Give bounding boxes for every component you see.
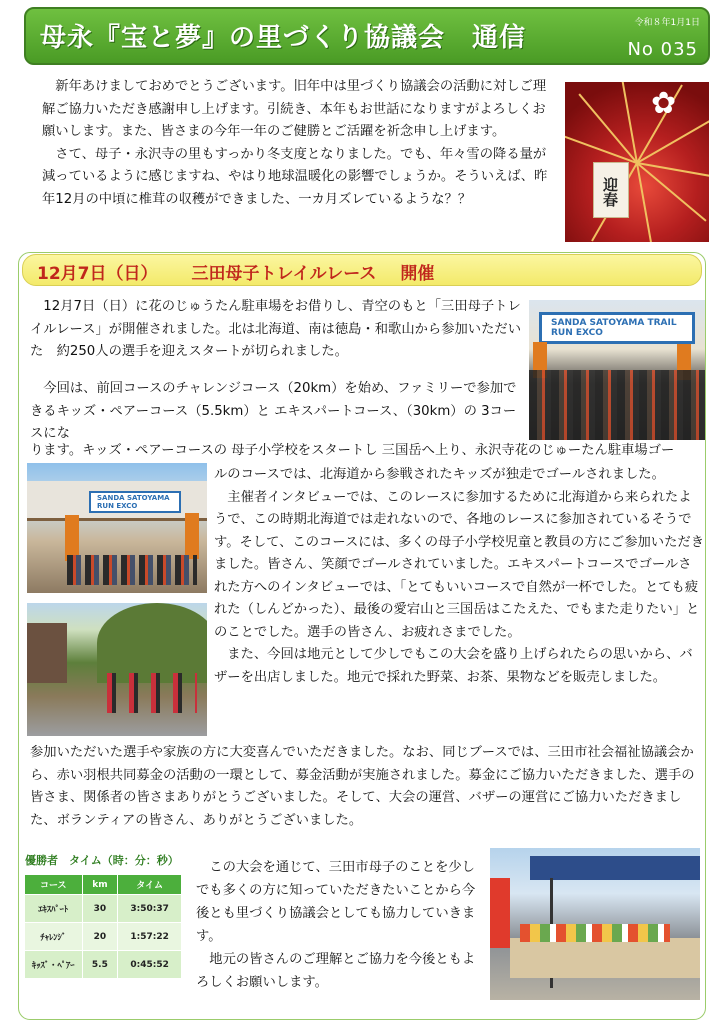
goal-area-photo (27, 463, 207, 593)
course-name: ﾁｬﾚﾝｼﾞ (25, 923, 83, 951)
winners-caption: 優勝者 タイム（時：分：秒） (25, 854, 179, 867)
body-paragraph-6: 地元の皆さんのご理解とご協力を今後ともよろしくお願いします。 (196, 952, 476, 990)
body-block-2b (30, 440, 706, 463)
body-block-4 (30, 742, 706, 832)
new-year-tag: 迎春 (593, 162, 629, 218)
winners-table (24, 874, 182, 979)
course-km: 20 (82, 923, 118, 951)
course-km: 5.5 (82, 951, 118, 979)
table-row (25, 923, 182, 951)
body-block-2 (30, 378, 524, 438)
winner-time: 0:45:52 (118, 951, 182, 979)
course-name: ｷｯｽﾞ・ﾍﾟｱｰ (25, 951, 83, 979)
winner-time: 1:57:22 (118, 923, 182, 951)
newsletter-title: 母永『宝と夢』の里づくり協議会 通信 (40, 23, 527, 53)
body-paragraph-4b: 参加いただいた選手や家族の方に大変喜んでいただきました。なお、同じブースでは、三田市社会福祉協議会から、赤い羽根共同募金の活動の一環として、募金活動が実施されました。募金にご協力いただきました、選手の皆さま、関係者の皆さまありがとうございました。そして、大会の運営、バザーの運営にご協力いただきました、ボランティアの皆さん、ありがとうございました。 (30, 745, 695, 828)
body-paragraph-5: この大会を通じて、三田市母子のことを少しでも多くの方に知っていただきたいことから今後とも里づくり協議会としても協力していきます。 (196, 860, 476, 944)
winners-header-row (25, 875, 182, 895)
bazaar-booth-photo (490, 848, 700, 1000)
body-paragraph-2a: 今回は、前回コースのチャレンジコース（20km）を始め、ファミリーで参加できるキッズ・ペアーコース（5.5km）と エキスパートコース、（30km）の 3コースにな (30, 381, 517, 438)
body-block-5 (196, 856, 484, 994)
winner-time: 3:50:37 (118, 895, 182, 923)
newsletter-header (24, 7, 710, 65)
new-year-photo (565, 82, 709, 242)
intro-paragraph-2: さて、母子・永沢寺の里もすっかり冬支度となりました。でも、年々雪の降る量が減っているように感じますね、やはり地球温暖化の影響でしょうか。そういえば、昨年12月の中頃に椎茸の収穫ができました、一カ月ズレているような？？ (42, 146, 548, 207)
flower-icon: ✿ (651, 86, 677, 121)
body-block-1 (30, 296, 524, 364)
intro-text (42, 76, 554, 211)
goal-arch-text: SANDA SATOYAMA RUN EXCO (97, 494, 170, 510)
issue-date: 令和８年1月1日 (634, 18, 700, 28)
race-start-photo (529, 300, 705, 440)
body-block-3 (214, 464, 704, 689)
section-date: 12月7日（日） (37, 264, 158, 284)
section-title: 三田母子トレイルレース (191, 264, 377, 284)
table-row (25, 895, 182, 923)
course-km: 30 (82, 895, 118, 923)
body-paragraph-2b: ります。キッズ・ペアーコースの 母子小学校をスタートし 三国岳へ上り、永沢寺花のじゅーたん駐車場ゴー (30, 443, 675, 458)
col-course: コース (25, 875, 83, 895)
section-heading (37, 259, 434, 284)
section-status: 開催 (400, 264, 435, 284)
col-time: タイム (118, 875, 182, 895)
section-banner (22, 254, 702, 286)
body-paragraph-1: 12月7日（日）に花のじゅうたん駐車場をお借りし、青空のもと「三田母子トレイルレース」が開催されました。北は北海道、南は徳島・和歌山から参加いただいた 約250人の選手を迎えスタートが切られました。 (30, 299, 521, 359)
body-paragraph-2c: ルのコースでは、北海道から参戦されたキッズが独走でゴールされました。 (214, 467, 665, 482)
runners-road-photo (27, 603, 207, 736)
body-paragraph-3: 主催者インタビューでは、このレースに参加するために北海道から来られたようで、この時期北海道では走れないので、各地のレースに参加されているそうです。そして、このコースには、多くの母子小学校児童と教員の方にご参加いただきました。皆さん、笑顔でゴールされていました。エキスパートコースでゴールされた方へのインタビューでは、「とてもいいコースで自然が一杯でした。とても疲れた（しんどかった）、最後の愛宕山と三国岳はこたえた、でもまた走りたい」とのことでした。選手の皆さん、お疲れさまでした。 (214, 489, 704, 640)
body-paragraph-4a: また、今回は地元として少しでもこの大会を盛り上げられたらの思いから、バザーを出店しました。地元で採れた野菜、お茶、果物などを販売しました。 (214, 647, 693, 685)
start-arch-text: SANDA SATOYAMA TRAIL RUN EXCO (551, 318, 677, 338)
col-km: km (82, 875, 118, 895)
issue-number: No 035 (627, 39, 698, 60)
intro-paragraph-1: 新年あけましておめでとうございます。旧年中は里づくり協議会の活動に対しご理解ご協力いただき感謝申し上げます。引続き、本年もお世話になりますがよろしくお願いします。また、皆さまの今年一年のご健勝とご活躍を祈念申し上げます。 (42, 79, 547, 139)
course-name: ｴｷｽﾊﾟｰﾄ (25, 895, 83, 923)
table-row (25, 951, 182, 979)
